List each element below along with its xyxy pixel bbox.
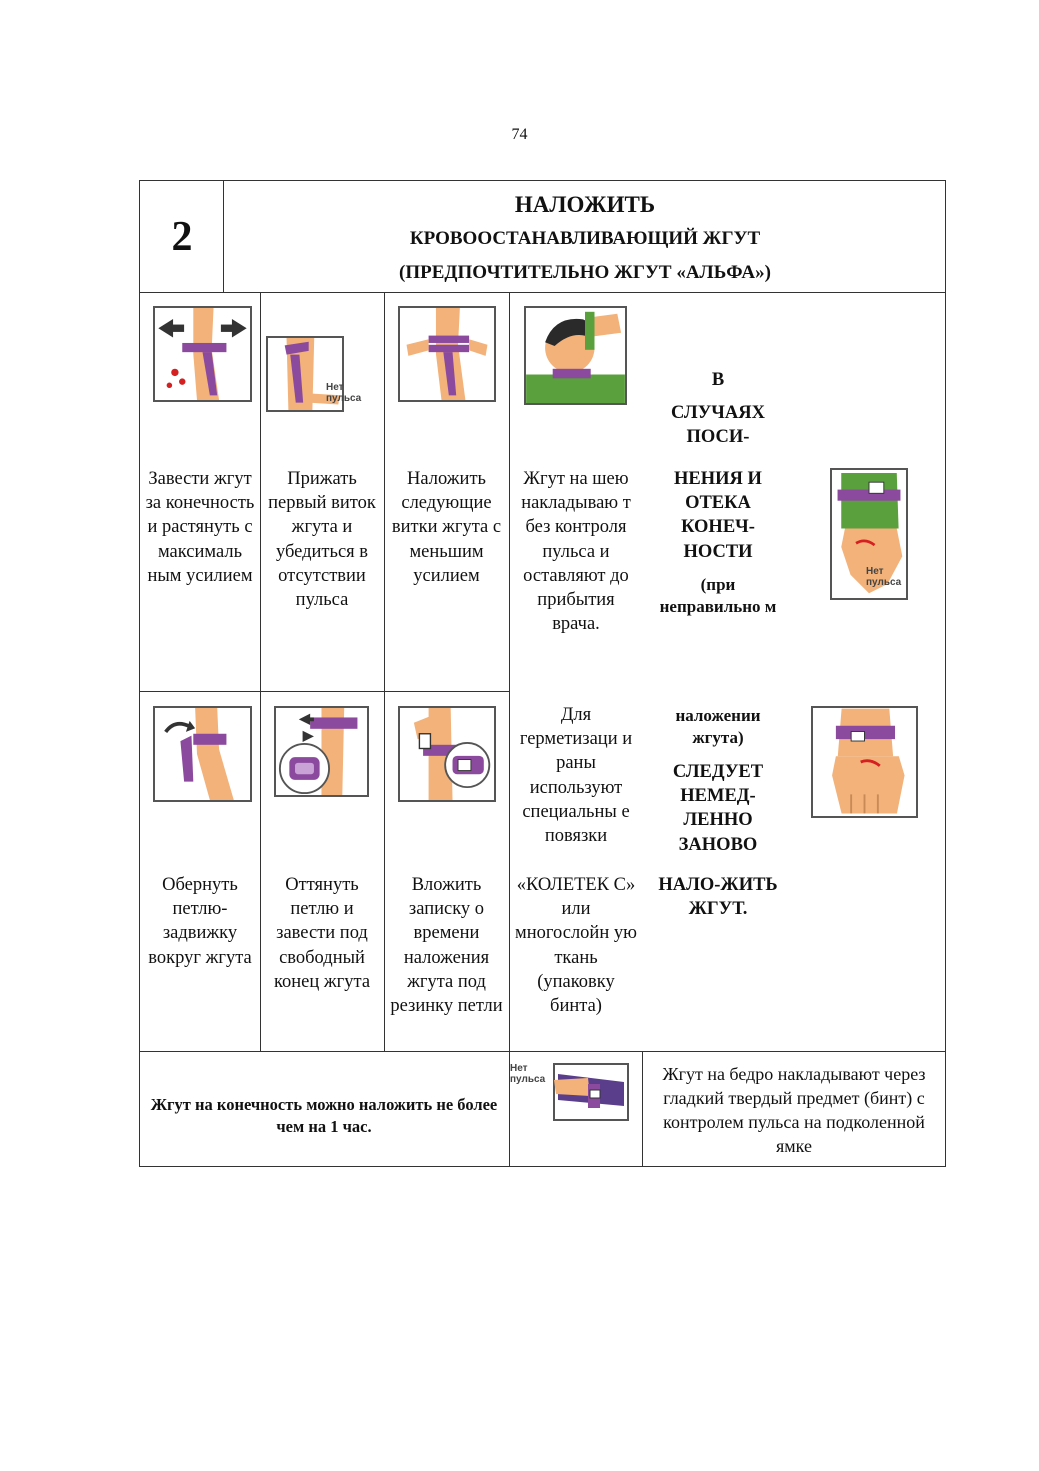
step-caption: Жгут на шею накладываю т без контроля пульса и оставляют до прибытия врача. (521, 469, 631, 635)
step-caption: «КОЛЕТЕК С» или многослойн ую ткань (упаковку бинта) (515, 875, 637, 1017)
illustration-pull-loop (274, 706, 369, 797)
thigh-tourniquet-note: Жгут на бедро накладывают через гладкий твердый предмет (бинт) с контролем пульса на подколенной ямке (662, 1064, 926, 1156)
warning-text: (при неправильно м (659, 575, 777, 616)
illustration-arm-tourniquet (811, 706, 918, 818)
no-pulse-label: Нет пульса (510, 1063, 546, 1085)
warning-text: В (711, 370, 725, 390)
no-pulse-label: Нет пульса (326, 382, 362, 404)
illustration-next-turns (398, 306, 496, 402)
warning-text: СЛУЧАЯХ ПОСИ- (671, 403, 765, 448)
warning-text: СЛЕДУЕТ НЕМЕД-ЛЕННО ЗАНОВО (672, 762, 764, 855)
illustration-insert-note (398, 706, 496, 802)
step-caption: Обернуть петлю-задвижку вокруг жгута (148, 875, 252, 968)
page-number: 74 (511, 126, 528, 143)
step-caption: Прижать первый виток жгута и убедиться в отсутствии пульса (268, 469, 376, 611)
illustration-wrap-tourniquet (153, 306, 252, 402)
step-caption: Вложить записку о времени наложения жгута под резинку петли (390, 875, 503, 1017)
step-caption: Завести жгут за конечность и растянуть с максималь ным усилием (145, 469, 255, 586)
illustration-wrap-loop (153, 706, 252, 802)
time-limit-note: Жгут на конечность можно наложить не более чем на 1 час. (150, 1095, 498, 1136)
warning-text: наложении жгута) (675, 706, 761, 747)
step-caption: Для герметизаци и раны используют специальны е повязки (519, 705, 633, 847)
illustration-neck-tourniquet (524, 306, 627, 405)
warning-text: НЕНИЯ И ОТЕКА КОНЕЧ-НОСТИ (674, 469, 762, 562)
no-pulse-label: Нет пульса (866, 566, 902, 588)
section-title: НАЛОЖИТЬ (514, 192, 656, 217)
step-caption: Оттянуть петлю и завести под свободный конец жгута (273, 875, 371, 992)
step-caption: Наложить следующие витки жгута с меньшим усилием (391, 469, 502, 586)
step-number: 2 (171, 214, 193, 260)
warning-text: НАЛО-ЖИТЬ ЖГУТ. (658, 875, 778, 920)
section-subtitle: КРОВООСТАНАВЛИВАЮЩИЙ ЖГУТ (409, 228, 761, 249)
section-subtitle-note: (ПРЕДПОЧТИТЕЛЬНО ЖГУТ «АЛЬФА») (399, 262, 771, 283)
